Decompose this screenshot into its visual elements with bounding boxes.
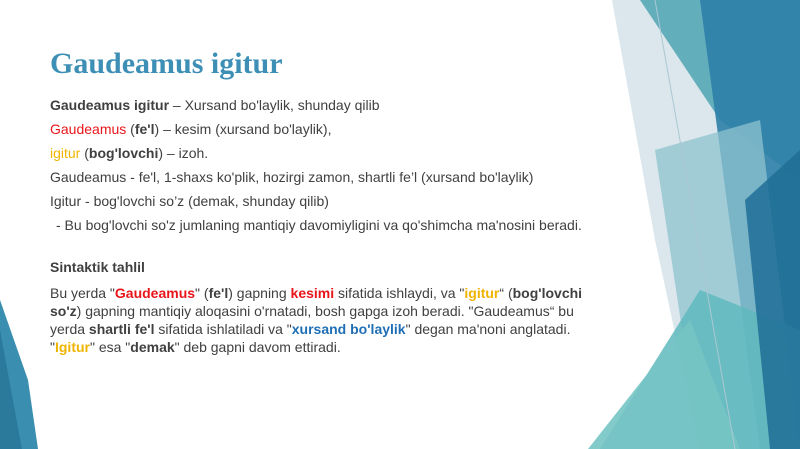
text: " ( — [195, 285, 209, 301]
line-note: - Bu bog'lovchi so'z jumlaning mantiqiy davomiyligini va qo'shimcha ma'nosini beradi. — [56, 217, 582, 233]
highlight-igitur-cap: Igitur — [54, 339, 90, 355]
gaudeamus-role: ) – kesim (xursand bo'laylik), — [154, 121, 332, 137]
text: sifatida ishlaydi, va " — [334, 285, 465, 301]
section-heading: Sintaktik tahlil — [50, 259, 145, 275]
text: “ ( — [499, 285, 513, 301]
line-igitur — [50, 144, 610, 162]
highlight-demak: demak — [130, 339, 175, 355]
text: " degan ma'noni anglatadi. " — [50, 321, 571, 355]
word-igitur: igitur — [50, 145, 81, 161]
analysis-paragraph — [50, 284, 610, 356]
text: ) gapning — [228, 285, 291, 301]
highlight-kesimi: kesimi — [290, 285, 335, 301]
slide-title: Gaudeamus igitur — [50, 47, 283, 80]
term: Gaudeamus igitur — [50, 97, 170, 113]
text: " esa " — [89, 339, 131, 355]
text: ) gapning mantiqiy aloqasini o'rnatadi, bosh gapga izoh beradi. "Gaudeamus“ bu yerda — [50, 303, 574, 337]
pos-fel: fe'l — [134, 121, 155, 137]
line-gaudeamus — [50, 120, 610, 138]
slide-body — [50, 96, 610, 362]
paren-open: ( — [126, 121, 135, 137]
text: Bu yerda " — [50, 285, 115, 301]
line-igitur-grammar: Igitur - bog'lovchi so’z (demak, shunday qilib) — [50, 193, 329, 209]
pos-boglovchi: bog'lovchi — [88, 145, 159, 161]
highlight-fel: fe'l — [208, 285, 229, 301]
igitur-role: ) – izoh. — [158, 145, 209, 161]
term-translation: – Xursand bo'laylik, shunday qilib — [169, 97, 380, 113]
highlight-boglovchi-soz: bog'lovchi so'z — [50, 285, 583, 319]
highlight-igitur: igitur — [464, 285, 500, 301]
paren-open: ( — [80, 145, 89, 161]
line-translation — [50, 96, 610, 114]
highlight-shartli-fel: shartli fe'l — [88, 321, 155, 337]
text: sifatida ishlatiladi va " — [154, 321, 292, 337]
line-gaudeamus-grammar: Gaudeamus - fe'l, 1-shaxs ko'plik, hozirgi zamon, shartli fe’l (xursand bo'laylik) — [50, 169, 534, 185]
highlight-xursand: xursand bo'laylik — [291, 321, 406, 337]
text: " deb gapni davom ettiradi. — [174, 339, 341, 355]
highlight-gaudeamus: Gaudeamus — [114, 285, 196, 301]
word-gaudeamus: Gaudeamus — [50, 121, 127, 137]
